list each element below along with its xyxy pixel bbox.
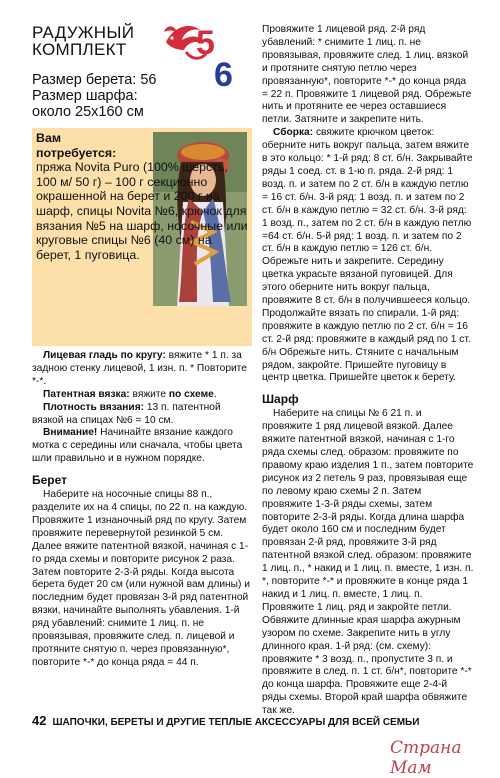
right-column [262, 24, 474, 718]
size-info [32, 72, 156, 120]
title-line-2: КОМПЛЕКТ [32, 40, 127, 59]
paragraph-beret-continued: Провяжите 1 лицевой ряд. 2-й ряд убавлений: * снимите 1 лиц. п. не провязывая, провяжите след. 1 лиц. вязкой и протяните снятую петлю через провязанную*, повторите *-* до конца ряда = 22 п. Провяжите 1 лицевой ряд. Обрежьте нить и протяните ее через оставшиеся петли. Затяните и закрепите нить. [262, 24, 472, 126]
title-line-1: РАДУЖНЫЙ [32, 23, 135, 42]
text-patent-mid: вяжите [129, 388, 169, 400]
watermark: Страна Мам [390, 738, 462, 778]
scarf-size-label: Размер шарфа: [32, 88, 138, 104]
number-five: 5 [196, 24, 215, 62]
term-attention: Внимание! [43, 427, 98, 439]
term-gauge: Плотность вязания: [43, 401, 145, 413]
paragraph-beret: Наберите на носочные спицы 88 п., разделите их на 4 спицы, по 22 п. на каждую. Провяжите 1 изнаночный ряд по кругу. Затем провяжите перевернутой резинкой 5 см. Далее вяжите патентной вязкой, начиная с 1-го ряда схемы и повторите рисунок 2 раза. Затем повторите 2-3-й ряды. Когда высота берета будет 20 см (или нужной вам длины) и последним будет провязан 3-й ряд патентной вязки, начинайте выполнять убавления. 1-й ряд убавлений: снимите 1 лиц. п. не провязывая, провяжите след. п. лицевой и протяните снятую п. через провязанную*, повторите *-* до конца ряда = 44 п. [32, 489, 250, 668]
materials-heading-line2: потребуется: [36, 145, 117, 160]
paragraph-scarf: Наберите на спицы № 6 21 п. и провяжите 1 ряд лицевой вязкой. Далее вяжите патентной вязкой, начиная с 1-го ряда схемы след. образом: провяжите по правому краю изделия 1 п., затем повторите рисунок из 2 петель 9 раз, провязывая еще по левому краю схемы 2 п. Затем провяжите 1-3-й ряды схемы, затем повторите 2-3-й ряды. Когда длина шарфа будет около 160 см и последним будет провязан 2-й ряд, провяжите 3-й ряд патентной вязкой след. образом: провяжите 1 лиц. п., * накид и 1 лиц. п. вместе, 1 изн. п. *, повторите *-* и провяжите в конце ряда 1 накид и 1 лиц. п. вместе, 1 лиц. п. Провяжите 1 лиц. ряд и закройте петли. Обвяжите длинные края шарфа ажурным узором по схеме. Закрепите нить в углу длинного края. 1-й ряд: (см. схему): провяжите * 3 возд. п., пропустите 3 п. и провяжите в след. п. 1 ст. б/н*, повторите *-* до конца шарфа. Провяжите еще 2-4-й ряды схемы. Второй край шарфа обвяжите так же. [262, 408, 474, 717]
paragraph-assembly [262, 127, 474, 385]
section-heading-beret: Берет [32, 473, 68, 488]
paragraph-attention [32, 427, 252, 466]
paragraph-gauge [32, 402, 252, 428]
article-title [32, 24, 134, 58]
term-by-scheme: по схеме [168, 388, 214, 400]
materials-text [36, 131, 248, 262]
left-column [32, 350, 252, 670]
scarf-size-value: около 25х160 см [32, 104, 144, 120]
page-footer [32, 713, 472, 728]
paragraph-patent [32, 389, 252, 402]
term-patent: Патентная вязка: [43, 388, 130, 400]
term-assembly: Сборка: [273, 127, 314, 139]
materials-list: пряжа Novita Puro (100% шерсть, 100 м/ 50 г) – 100 г секционно окрашенной на берет и 200 г на шарф, спицы Novita №6, крючок для вязания №5 на шарф, носочные или круговые спицы №6 (40 см) на берет, 1 пуговица. [36, 160, 248, 262]
footer-text: ШАПОЧКИ, БЕРЕТЫ И ДРУГИЕ ТЕПЛЫЕ АКСЕССУАРЫ ДЛЯ ВСЕЙ СЕМЬИ [52, 717, 420, 728]
paragraph-stockinette [32, 350, 252, 389]
rooster-logo [162, 20, 258, 90]
text-patent-end: . [213, 388, 217, 400]
hat-size: Размер берета: 56 [32, 72, 157, 88]
materials-box [32, 128, 252, 346]
text-gauge: 13 п. патентной вязкой на спицах №6 = 10 см. [32, 401, 221, 426]
text-stockinette: вяжите * 1 п. за задною стенку лицевой, 1 изн. п. * Повторите *-*. [32, 350, 247, 387]
page-number: 42 [32, 713, 47, 728]
text-assembly: свяжите крючком цветок: оберните нить вокруг пальца, затем вяжите в это кольцо: * 1-й ряд: 8 ст. б/н. Закрывайте ряды 1 соед. ст. в 1-ю п. ряда. 2-й ряд: 1 возд. п. и затем по 2 ст. б/н в каждую петлю = 16 ст. б/н. 3-й ряд: 1 возд. п. и затем по 2 ст. б/н в каждую петлю = 32 ст. б/н. 3-й ряд: 1 возд. п., затем по 2 ст. б/н в каждую петлю =64 ст. б/н. 5-й ряд: 1 возд. п. и затем по 2 ст. б/н в каждую петлю = 126 ст. б/н. Обрежьте нить и закрепите. Середину цветка украсьте вязаной пуговицей. Для этого оберните нить вокруг пальца, провяжите 8 ст. б/н в получившееся кольцо. Продолжайте вязать по спирали. 1-й ряд: провяжите в каждую петлю по 2 ст. б/н = 16 ст. 2-й ряд: провяжите в каждый ряд по 1 ст. б/н Обрежьте нить. Стяните с начальным рядом, закройте. Пришейте пуговицу в центр цветка. Пришейте цветок к берету. [262, 127, 473, 384]
section-heading-scarf: Шарф [262, 392, 299, 407]
text-attention: Начинайте вязание каждого мотка с середины или сначала, чтобы цвета шли правильно и в нужном порядке. [32, 427, 243, 465]
number-six: 6 [214, 56, 233, 90]
materials-heading-line1: Вам [36, 131, 62, 145]
term-stockinette: Лицевая гладь по кругу: [43, 350, 166, 361]
